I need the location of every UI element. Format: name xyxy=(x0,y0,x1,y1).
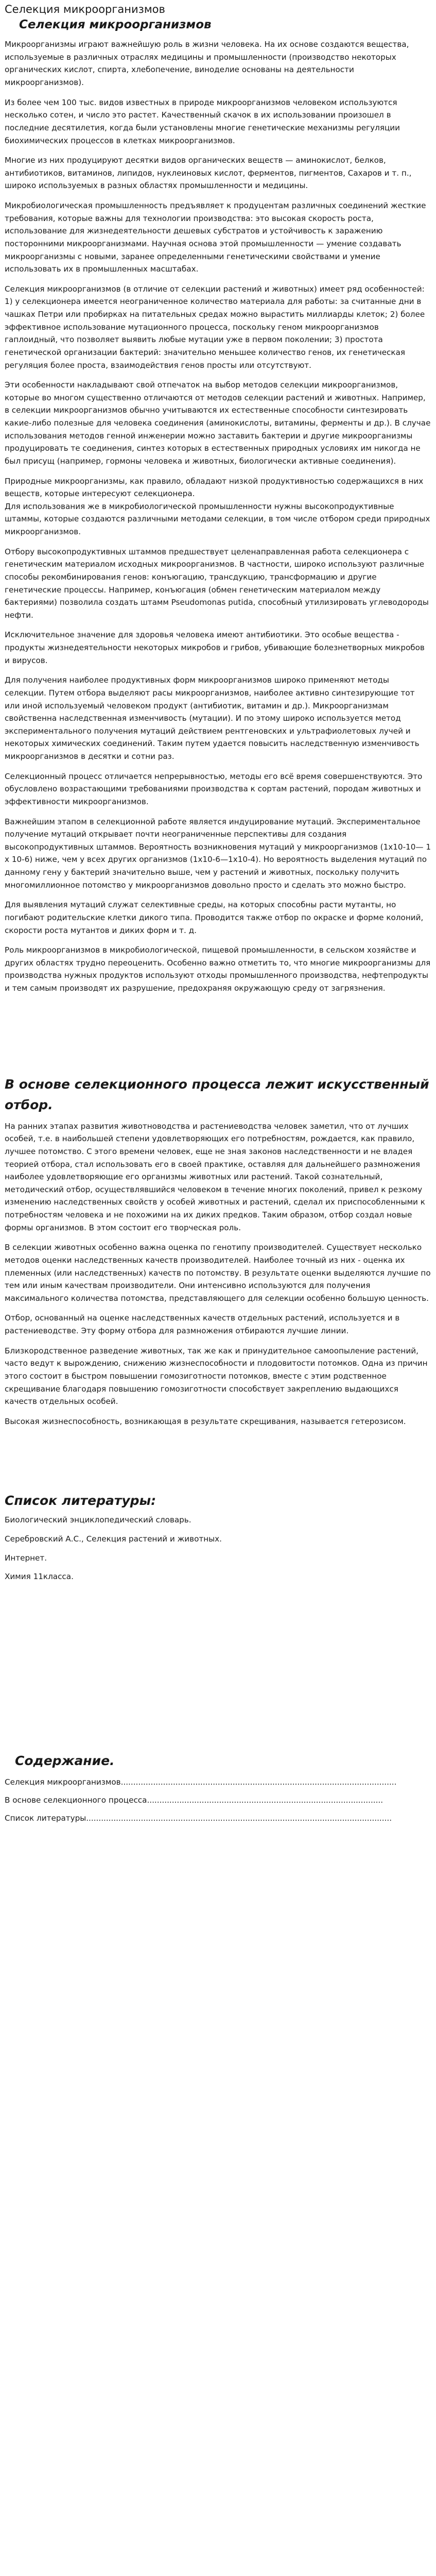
paragraph: Селекция микроорганизмов (в отличие от селекции растений и животных) имеет ряд особенностей: 1) у селекционера имеется неограниченное количество материала для работы: за считанные дни в чашках Петри или пробирках на питательных средах можно вырастить миллиарды клеток; 2) более эффективное использование мутационного процесса, поскольку геном микроорганизмов гаплоидный, что позволяет выявить любые мутации уже в первом поколении; 3) простота генетической организации бактерий: значительно меньшее количество генов, их генетическая регуляция более проста, взаимодействия генов просты или отсутствуют. xyxy=(5,284,425,370)
paragraph: На ранних этапах развития животноводства и растениеводства человек заметил, что от лучших особей, т.е. в наибольшей степени удовлетворяющих его потребностям, рождается, как правило, лучшее потомство. С этого времени человек, еще не зная законов наследственности и не владея теорией отбора, стал использовать его в своей практике, оставляя для дальнейшего размножения наиболее удовлетворяющие его организмы животных или растений. Такой сознательный, методический отбор, осуществлявшийся человеком в течение многих поколений, привел к резкому изменению наследственных свойств у особей животных и растений, сделал их приспособленными к потребностям человека и не похожими на их диких предков. Таким образом, отбор создал новые формы организмов. В этом состоит его творческая роль. xyxy=(5,1121,425,1232)
paragraph: В селекции животных особенно важна оценка по генотипу производителей. Существует несколько методов оценки наследственных качеств производителей. Наиболее точный из них - оценка их племенных (или наследственных) качеств по потомству. В результате оценки выделяются лучшие по тем или иным качествам производители. Они интенсивно используются для получения максимального количества потомства, представляющего для селекции особенно большую ценность. xyxy=(5,1243,431,1303)
paragraph: Роль микроорганизмов в микробиологической, пищевой промышленности, в сельском хозяйстве и других областях трудно переоценить. Особенно важно отметить то, что многие микроорганизмы для производства нужных продуктов используют отходы промышленного производства, нефтепродукты и тем самым производят их разрушение, предохраняя окружающую среду от загрязнения. xyxy=(5,945,431,993)
paragraph: Отбор, основанный на оценке наследственных качеств отдельных растений, используется и в растениеводстве. Эту форму отбора для размножения отбираются лучшие линии. xyxy=(5,1313,400,1336)
paragraph: Для выявления мутаций служат селективные среды, на которых способны расти мутанты, но погибают родительские клетки дикого типа. Проводится также отбор по окраске и форме колоний, скорости роста мутантов и диких форм и т. д. xyxy=(5,900,424,935)
paragraph: Из более чем 100 тыс. видов известных в природе микроорганизмов человеком используются несколько сотен, и число это растет. Качественный скачок в их использовании произошел в последние десятилетия, когда были установлены многие генетические механизмы регуляции биохимических процессов в клетках микроорганизмов. xyxy=(5,97,400,145)
paragraph: Для получения наиболее продуктивных форм микроорганизмов широко применяют методы селекции. Путем отбора выделяют расы микроорганизмов, наиболее активно синтезирующие тот или иной используемый человеком продукт (антибиотик, витамин и др.). Микроорганизмам свойственна наследственная изменчивость (мутации). И по этому широко используется метод экспериментального получения мутаций действием рентгеновских и ультрафиолетовых лучей и некоторых химических соединений. Таким путем удается повысить наследственную изменчивость микроорганизмов в десятки и сотни раз. xyxy=(5,675,420,761)
toc-heading: Содержание. xyxy=(15,1753,115,1768)
reference-item: Интернет. xyxy=(5,1553,47,1563)
toc-entry[interactable]: Список литературы........................................................................................................................... xyxy=(5,1813,392,1823)
paragraph: Микробиологическая промышленность предъявляет к продуцентам различных соединений жесткие требования, которые важны для технологии производства: это высокая скорость роста, использование для жизнедеятельности дешевых субстратов и устойчивость к заражению посторонними микроорганизмами. Научная основа этой промышленности — умение создавать микроорганизмы с новыми, заранее определенными генетическими свойствами и умение использовать их в промышленных масштабах. xyxy=(5,201,426,274)
paragraph: Близкородственное разведение животных, так же как и принудительное самоопыление растений, часто ведут к вырождению, снижению жизнеспособности и плодовитости потомков. Одна из причин этого состоит в быстром повышении гомозиготности потомков, вместе с этим родственное скрещивание благодаря повышению гомозиготности способствует закреплению выдающихся качеств отдельных особей. xyxy=(5,1346,428,1406)
paragraph: Важнейшим этапом в селекционной работе является индуцирование мутаций. Экспериментальное получение мутаций открывает почти неограниченные перспективы для создания высокопродуктивных штаммов. Вероятность возникновения мутаций у микроорганизмов (1х10-10— 1 х 10-6) ниже, чем у всех других организмов (1х10-6—1х10-4). Но вероятность выделения мутаций по данному гену у бактерий значительно выше, чем у растений и животных, поскольку получить многомиллионное потомство у микроорганизмов довольно просто и сделать это можно быстро. xyxy=(5,817,431,890)
paragraph: Исключительное значение для здоровья человека имеют антибиотики. Это особые вещества - продукты жизнедеятельности некоторых микробов и грибов, убивающие болезнетворных микробов и вирусов. xyxy=(5,630,425,665)
paragraph: Высокая жизнеспособность, возникающая в результате скрещивания, называется гетерозисом. xyxy=(5,1416,406,1426)
spacer xyxy=(5,1435,431,1492)
reference-item: Химия 11класса. xyxy=(5,1572,74,1582)
paragraph: Природные микроорганизмы, как правило, обладают низкой продуктивностью содержащихся в них веществ, которые интересуют селекционера. xyxy=(5,476,424,499)
paragraph: Отбору высокопродуктивных штаммов предшествует целенаправленная работа селекционера с генетическим материалом исходных микроорганизмов. В частности, широко используют различные способы рекомбинирования генов: конъюгацию, трансдукцию, трансформацию и другие генетические процессы. Например, конъюгация (обмен генетическим материалом между бактериями) позволила создать штамм Pseudomonas putida, способный утилизировать углеводороды нефти. xyxy=(5,547,429,620)
references-heading: Список литературы: xyxy=(5,1493,156,1509)
toc-entry[interactable]: В основе селекционного процесса............................................................................................... xyxy=(5,1795,383,1805)
paragraph: Эти особенности накладывают свой отпечаток на выбор методов селекции микроорганизмов, которые во многом существенно отличаются от методов селекции растений и животных. Например, в селекции микроорганизмов обычно учитываются их естественные способности синтезировать какие-либо полезные для человека соединения (аминокислоты, витамины, ферменты и др.). В случае использования методов генной инженерии можно заставить бактерии и другие микроорганизмы продуцировать те соединения, синтез которых в естественных природных условиях им никогда не был присущ (например, гормоны человека и животных, биологически активные соединения). xyxy=(5,380,431,466)
paragraph: Селекционный процесс отличается непрерывностью, методы его всё время совершенствуются. Это обусловлено возрастающими требованиями производства к сортам растений, породам животных и эффективности микроорганизмов. xyxy=(5,771,423,806)
spacer xyxy=(5,1589,431,1753)
section-heading-microorganisms: Селекция микроорганизмов xyxy=(19,18,212,32)
reference-item: Биологический энциклопедический словарь. xyxy=(5,1515,191,1525)
paragraph: Микроорганизмы играют важнейшую роль в жизни человека. На их основе создаются вещества, используемые в различных отраслях медицины и промышленности (производство некоторых органических кислот, спирта, хлебопечение, виноделие основаны на деятельности микроорганизмов). xyxy=(5,40,409,88)
paragraph: Для использования же в микробиологической промышленности нужны высокопродуктивные штаммы, которые создаются различными методами селекции, в том числе отбором среди природных микроорганизмов. xyxy=(5,501,430,537)
section-heading-artificial-selection: В основе селекционного процесса лежит искусственный отбор. xyxy=(5,1076,429,1113)
toc-entry[interactable]: Селекция микроорганизмов............................................................................................................... xyxy=(5,1777,397,1787)
spacer xyxy=(5,1002,431,1074)
reference-item: Серебровский А.С., Селекция растений и животных. xyxy=(5,1534,222,1544)
document-title: Селекция микроорганизмов xyxy=(5,3,165,15)
paragraph: Многие из них продуцируют десятки видов органических веществ — аминокислот, белков, антибиотиков, витаминов, липидов, нуклеиновых кислот, ферментов, пигментов, Сахаров и т. п., широко используемых в разных областях промышленности и медицины. xyxy=(5,156,412,191)
